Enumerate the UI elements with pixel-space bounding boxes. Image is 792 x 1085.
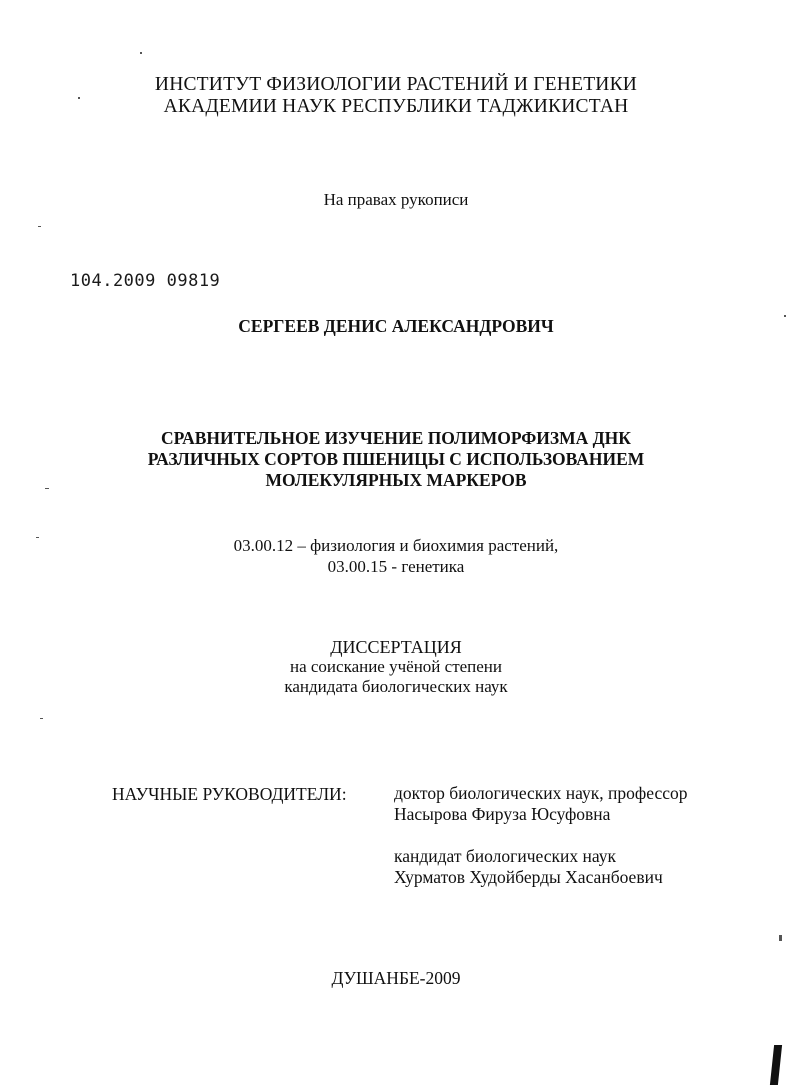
scan-speck <box>38 226 41 227</box>
scan-edge-mark <box>770 1045 782 1085</box>
institute-header <box>0 74 792 118</box>
dissertation-title <box>0 428 792 491</box>
supervisor-second-title: кандидат биологических наук <box>394 846 616 866</box>
specialty-line-1: 03.00.12 – физиология и биохимия растений, <box>233 536 559 555</box>
degree-block <box>0 637 792 697</box>
manuscript-note: На правах рукописи <box>323 190 469 209</box>
degree-line-2: на соискание учёной степени <box>289 657 503 676</box>
scan-speck <box>784 315 786 317</box>
degree-kind: ДИССЕРТАЦИЯ <box>330 637 462 657</box>
city-year: ДУШАНБЕ-2009 <box>331 968 461 988</box>
supervisor-second-name: Хурматов Худойберды Хасанбоевич <box>394 867 663 887</box>
library-stamp-number: 104.2009 09819 <box>70 271 221 291</box>
degree-line-3: кандидата биологических наук <box>284 677 508 696</box>
scan-speck <box>40 718 43 719</box>
institute-line-1: ИНСТИТУТ ФИЗИОЛОГИИ РАСТЕНИЙ И ГЕНЕТИКИ <box>154 74 638 95</box>
supervisors-label: НАУЧНЫЕ РУКОВОДИТЕЛИ: <box>112 784 347 804</box>
title-line-3: МОЛЕКУЛЯРНЫХ МАРКЕРОВ <box>265 470 527 490</box>
title-line-2: РАЗЛИЧНЫХ СОРТОВ ПШЕНИЦЫ С ИСПОЛЬЗОВАНИЕМ <box>147 449 645 469</box>
specialty-codes <box>0 535 792 577</box>
scan-speck <box>78 97 80 99</box>
scan-speck <box>779 935 782 941</box>
author-name: СЕРГЕЕВ ДЕНИС АЛЕКСАНДРОВИЧ <box>238 316 554 336</box>
institute-line-2: АКАДЕМИИ НАУК РЕСПУБЛИКИ ТАДЖИКИСТАН <box>163 96 629 117</box>
scan-speck <box>36 537 39 538</box>
supervisor-first <box>394 783 687 825</box>
title-line-1: СРАВНИТЕЛЬНОЕ ИЗУЧЕНИЕ ПОЛИМОРФИЗМА ДНК <box>161 428 631 448</box>
supervisor-first-title: доктор биологических наук, профессор <box>394 783 688 803</box>
scan-speck <box>45 488 49 489</box>
scan-speck <box>140 52 142 54</box>
supervisor-first-name: Насырова Фируза Юсуфовна <box>394 804 611 824</box>
specialty-line-2: 03.00.15 - генетика <box>327 557 465 576</box>
supervisor-second <box>394 846 663 888</box>
